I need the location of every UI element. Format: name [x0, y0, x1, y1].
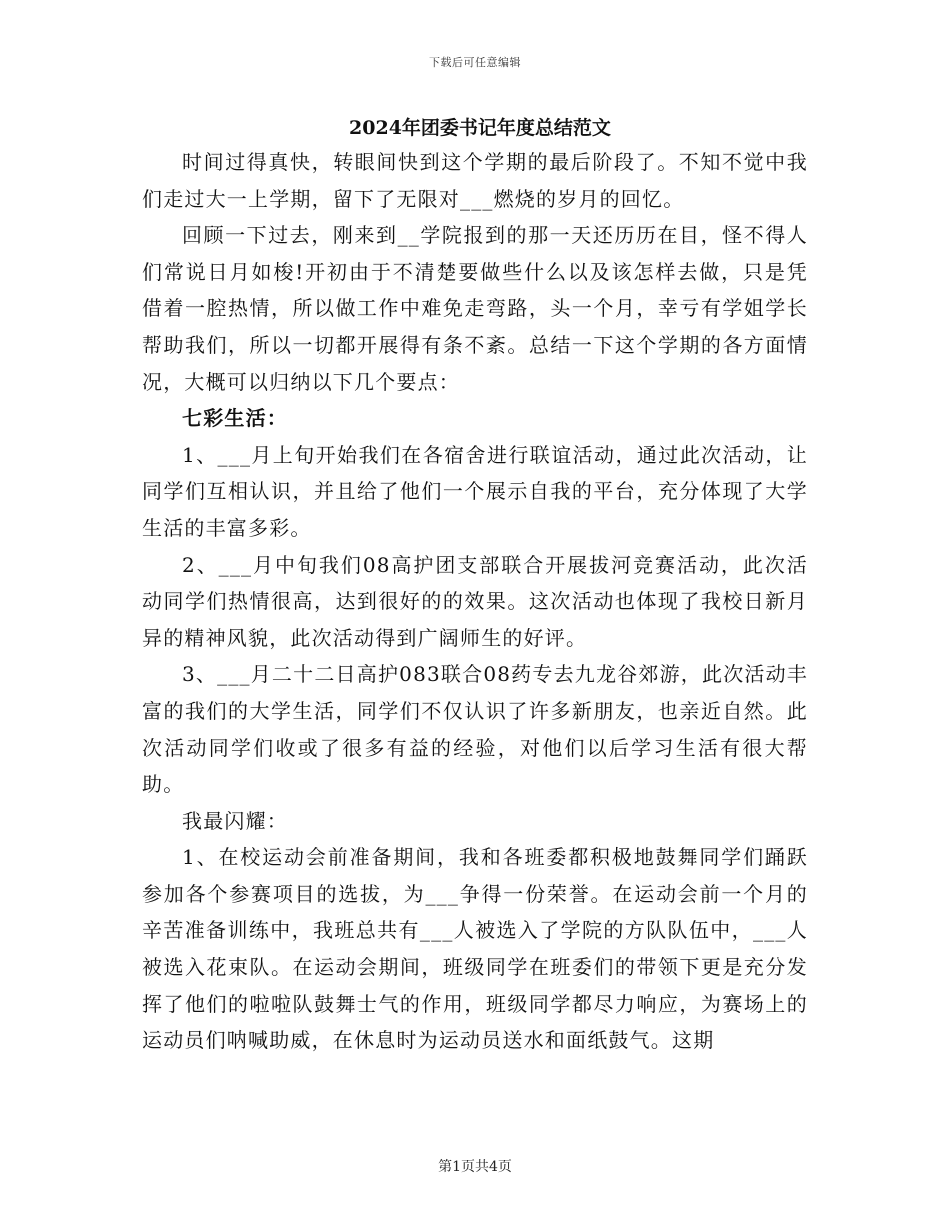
paragraph-item-2: 2、___月中旬我们08高护团支部联合开展拔河竞赛活动，此次活动同学们热情很高，达到很好的的效果。这次活动也体现了我校日新月异的精神风貌，此次活动得到广阔师生的好评。: [142, 552, 808, 650]
paragraph-item-1: 1、___月上旬开始我们在各宿舍进行联谊活动，通过此次活动，让同学们互相认识，并且给了他们一个展示自我的平台，充分体现了大学生活的丰富多彩。: [142, 442, 808, 540]
paragraph-review: 回顾一下过去，刚来到__学院报到的那一天还历历在目，怪不得人们常说日月如梭!开初由于不清楚要做些什么以及该怎样去做，只是凭借着一腔热情，所以做工作中难免走弯路，头一个月，幸亏有学姐学长帮助我们，所以一切都开展得有条不紊。总结一下这个学期的各方面情况，大概可以归纳以下几个要点：: [142, 223, 808, 394]
document-body: [142, 112, 808, 1059]
section-heading-shining: 我最闪耀：: [182, 808, 288, 833]
page-header-note: 下载后可任意编辑: [429, 56, 521, 69]
paragraph-intro: 时间过得真快，转眼间快到这个学期的最后阶段了。不知不觉中我们走过大一上学期，留下了无限对___燃烧的岁月的回忆。: [142, 150, 808, 211]
section-heading-colorful-life: 七彩生活：: [182, 406, 288, 431]
page-number: 第1页共4页: [438, 1159, 512, 1175]
paragraph-sports-meet: 1、在校运动会前准备期间，我和各班委都积极地鼓舞同学们踊跃参加各个参赛项目的选拔，为___争得一份荣誉。在运动会前一个月的辛苦准备训练中，我班总共有___人被选入了学院的方队队伍中，___人被选入花束队。在运动会期间，班级同学在班委们的带领下更是充分发挥了他们的啦啦队鼓舞士气的作用，班级同学都尽力响应，为赛场上的运动员们呐喊助威，在休息时为运动员送水和面纸鼓气。这期: [142, 845, 808, 1053]
paragraph-item-3: 3、___月二十二日高护083联合08药专去九龙谷郊游，此次活动丰富的我们的大学生活，同学们不仅认识了许多新朋友，也亲近自然。此次活动同学们收或了很多有益的经验，对他们以后学习生活有很大帮助。: [142, 662, 808, 797]
document-title: 2024年团委书记年度总结范文: [349, 117, 611, 139]
